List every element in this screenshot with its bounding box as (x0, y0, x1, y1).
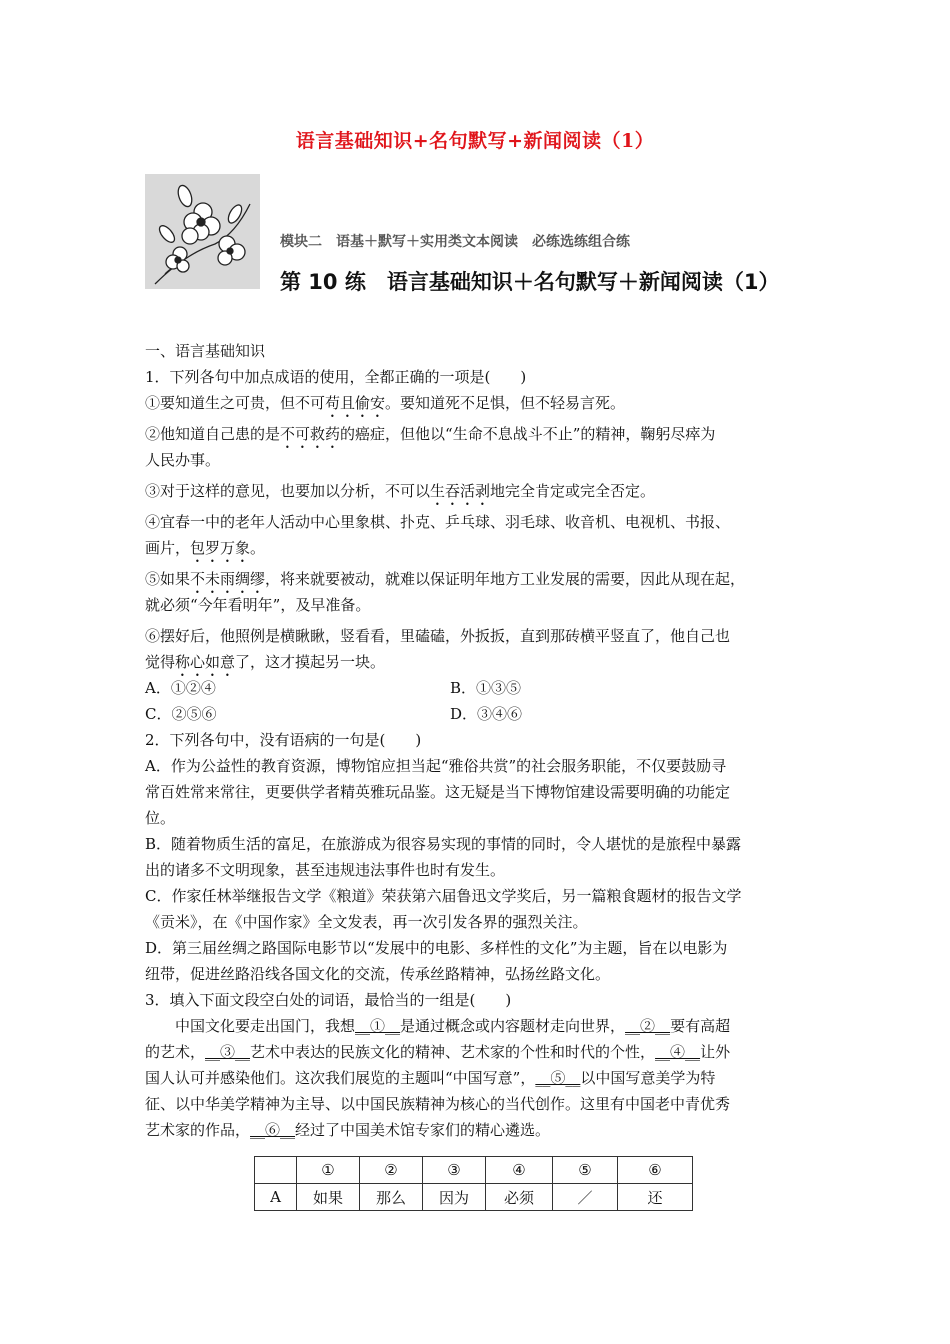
q1-sentence-1: ①要知道生之可贵，但不可苟且偷安。要知道死不足惧，但不轻易言死。 (145, 394, 626, 412)
q2-option-c: C．作家任林举继报告文学《粮道》荣获第六届鲁迅文学奖后，另一篇粮食题材的报告文学 (145, 887, 742, 905)
banner-main-title: 第 10 练 语言基础知识＋名句默写＋新闻阅读（1） (280, 270, 780, 294)
table-cell: ⑤ (553, 1157, 618, 1184)
q2-option-a-cont: 常百姓常来常往，更要供学者精英雅玩品鉴。这无疑是当下博物馆建设需要明确的功能定 (145, 783, 731, 801)
q2-option-a: A．作为公益性的教育资源，博物馆应担当起“雅俗共赏”的社会服务职能，不仅要鼓励寻 (145, 757, 727, 775)
q2-option-c-cont: 《贡米》，在《中国作家》全文发表，再一次引发各界的强烈关注。 (145, 913, 588, 931)
table-cell: ② (360, 1157, 423, 1184)
table-cell: 因为 (423, 1184, 486, 1211)
page-title: 语言基础知识+名句默写+新闻阅读（1） (295, 130, 655, 152)
option-b[interactable]: B．①③⑤ (450, 679, 522, 697)
q2-option-d-cont: 纽带，促进丝路沿线各国文化的交流，传承丝路精神，弘扬丝路文化。 (145, 965, 611, 983)
q1-sentence-6-cont: 觉得称心如意了，这才摸起另一块。 (145, 653, 386, 671)
q3-passage-line-2: 的艺术，__③__艺术中表达的民族文化的精神、艺术家的个性和时代的个性，__④__让外 (145, 1043, 731, 1061)
option-d[interactable]: D．③④⑥ (450, 705, 523, 723)
q1-sentence-4: ④宜春一中的老年人活动中心里象棋、扑克、乒乓球、羽毛球、收音机、电视机、书报、 (145, 513, 731, 531)
q1-sentence-4-cont: 画片，包罗万象。 (145, 539, 266, 557)
q1-sentence-2-cont: 人民办事。 (145, 451, 221, 469)
table-cell (255, 1157, 297, 1184)
q1-options-row-1 (145, 675, 810, 701)
table-cell: 必须 (486, 1184, 553, 1211)
option-c[interactable]: C．②⑤⑥ (145, 705, 217, 723)
table-cell: ／ (553, 1184, 618, 1211)
q2-option-a-cont: 位。 (145, 809, 176, 827)
table-cell: 还 (618, 1184, 693, 1211)
q3-passage-line-3: 国人认可并感染他们。这次我们展览的主题叫“中国写意”，__⑤__以中国写意美学为特 (145, 1069, 716, 1087)
table-cell: ⑥ (618, 1157, 693, 1184)
q1-sentence-6: ⑥摆好后，他照例是横瞅瞅，竖看看，里磕磕，外扳扳，直到那砖横平竖直了，他自己也 (145, 627, 731, 645)
table-cell: 如果 (297, 1184, 360, 1211)
q2-option-b-cont: 出的诸多不文明现象，甚至违规违法事件也时有发生。 (145, 861, 506, 879)
section-heading: 一、语言基础知识 (145, 342, 266, 360)
flower-illustration (145, 174, 260, 289)
q2-stem: 2．下列各句中，没有语病的一句是( ) (145, 731, 422, 749)
table-header-row (255, 1157, 693, 1184)
q2-option-d: D．第三届丝绸之路国际电影节以“发展中的电影、多样性的文化”为主题，旨在以电影为 (145, 939, 728, 957)
table-row (255, 1184, 693, 1211)
q2-option-b: B．随着物质生活的富足，在旅游成为很容易实现的事情的同时，令人堪忧的是旅程中暴露 (145, 835, 742, 853)
answer-table (254, 1156, 693, 1211)
table-cell: ④ (486, 1157, 553, 1184)
q1-sentence-2: ②他知道自己患的是不可救药的癌症，但他以“生命不息战斗不止”的精神，鞠躬尽瘁为 (145, 425, 716, 443)
q3-passage-line-1: 中国文化要走出国门，我想__①__是通过概念或内容题材走向世界，__②__要有高超 (175, 1017, 731, 1035)
q3-passage-line-5: 艺术家的作品，__⑥__经过了中国美术馆专家们的精心遴选。 (145, 1121, 551, 1139)
q3-stem: 3．填入下面文段空白处的词语，最恰当的一组是( ) (145, 991, 512, 1009)
table-cell: ① (297, 1157, 360, 1184)
banner-subtitle: 模块二 语基＋默写＋实用类文本阅读 必练选练组合练 (280, 234, 630, 250)
table-cell: 那么 (360, 1184, 423, 1211)
q1-stem: 1．下列各句中加点成语的使用，全都正确的一项是( ) (145, 368, 527, 386)
q1-sentence-5: ⑤如果不未雨绸缪，将来就要被动，就难以保证明年地方工业发展的需要，因此从现在起， (145, 570, 746, 588)
q1-sentence-3: ③对于这样的意见，也要加以分析，不可以生吞活剥地完全肯定或完全否定。 (145, 482, 656, 500)
table-cell: ③ (423, 1157, 486, 1184)
q3-passage-line-4: 征、以中华美学精神为主导、以中国民族精神为核心的当代创作。这里有中国老中青优秀 (145, 1095, 731, 1113)
option-a[interactable]: A．①②④ (145, 679, 216, 697)
document-body (145, 338, 810, 1143)
table-cell: A (255, 1184, 297, 1211)
q1-options-row-2 (145, 701, 810, 727)
q1-sentence-5-cont: 就必须“今年看明年”，及早准备。 (145, 596, 371, 614)
